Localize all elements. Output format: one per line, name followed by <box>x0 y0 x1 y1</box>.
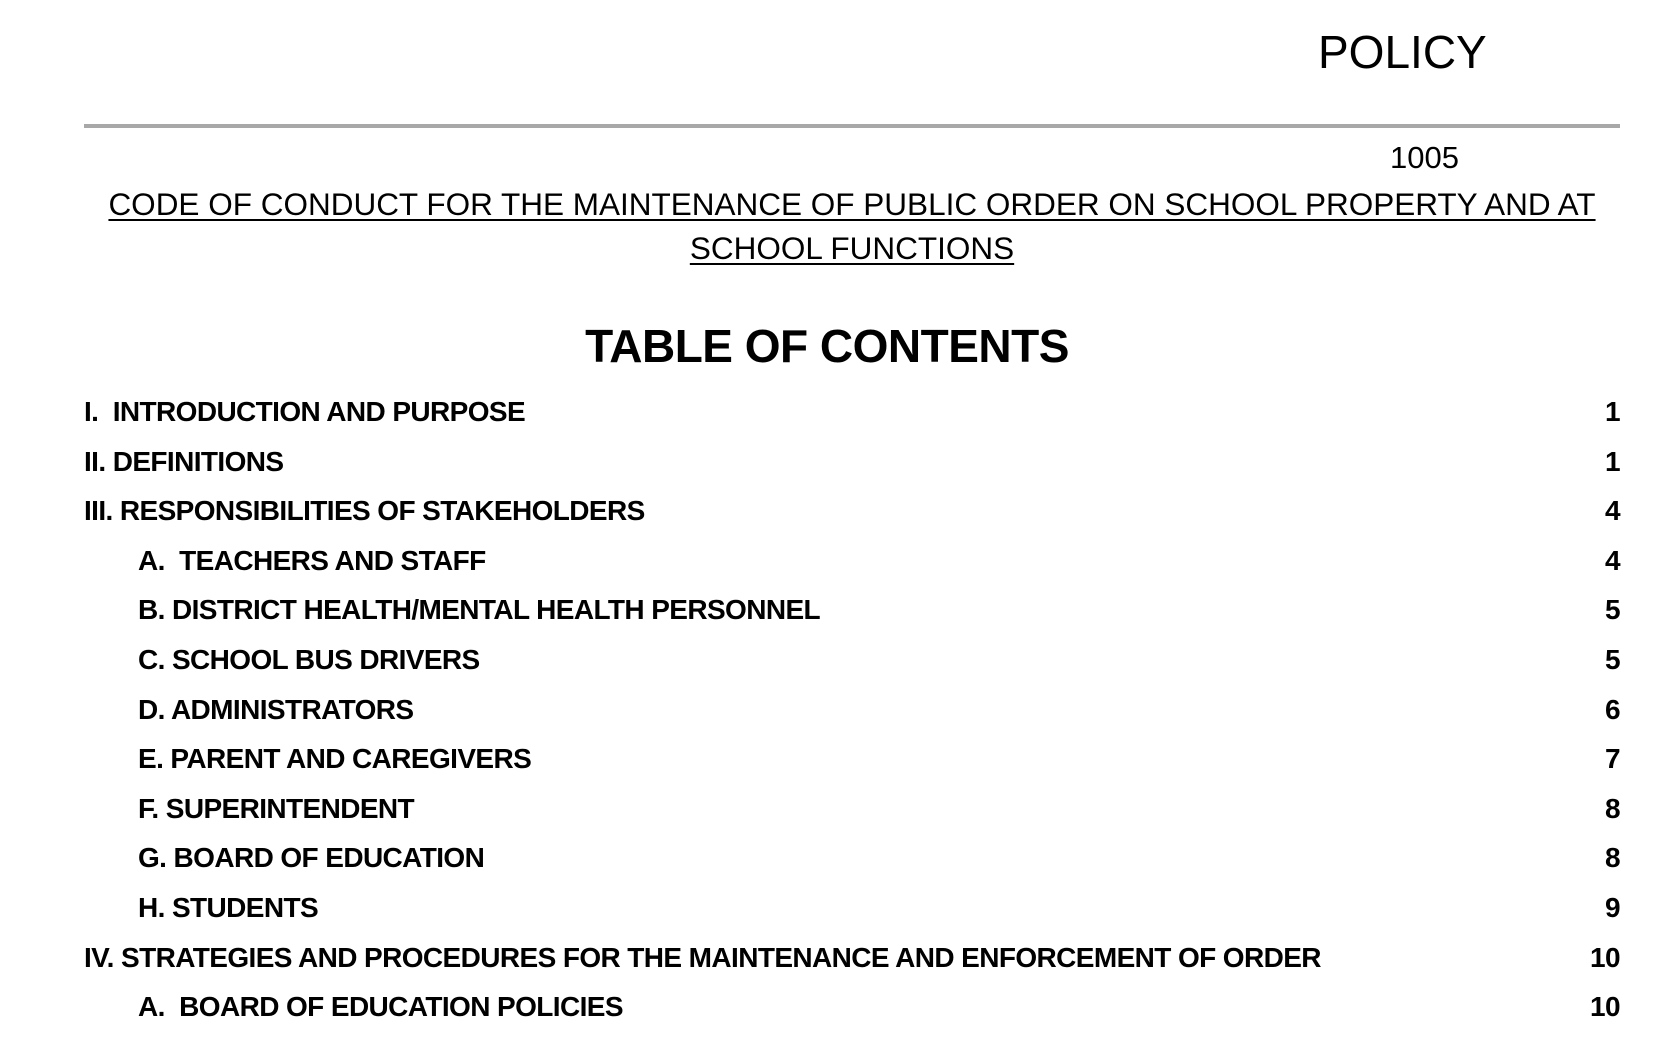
toc-entry-label: I. INTRODUCTION AND PURPOSE <box>84 396 526 427</box>
toc-entry-page-number: 10 <box>1590 991 1620 1023</box>
toc-entry-page-number: 4 <box>1605 495 1620 527</box>
policy-number: 1005 <box>1390 140 1459 175</box>
toc-entry-label: B. DISTRICT HEALTH/MENTAL HEALTH PERSONNEL <box>138 594 821 626</box>
toc-entry[interactable] <box>84 840 1620 890</box>
toc-entry-label: III. RESPONSIBILITIES OF STAKEHOLDERS <box>84 495 645 527</box>
toc-entry[interactable] <box>84 394 1620 444</box>
toc-entry-label: H. STUDENTS <box>138 891 319 923</box>
toc-entry-label: A. BOARD OF EDUCATION POLICIES <box>138 991 623 1023</box>
toc-heading: TABLE OF CONTENTS <box>585 320 1069 372</box>
toc-entry-page-number: 6 <box>1605 693 1620 725</box>
toc-entry-label: D. ADMINISTRATORS <box>138 693 414 725</box>
document-title: CODE OF CONDUCT FOR THE MAINTENANCE OF PUBLIC ORDER ON SCHOOL PROPERTY AND AT SCHOOL FUNCTIONS <box>108 186 1596 266</box>
toc-entry-label: G. BOARD OF EDUCATION <box>138 842 485 874</box>
toc-entry[interactable] <box>84 444 1620 494</box>
toc-entry-label: F. SUPERINTENDENT <box>138 792 415 824</box>
toc-entry-label: IV. STRATEGIES AND PROCEDURES FOR THE MAINTENANCE AND ENFORCEMENT OF ORDER <box>84 941 1321 973</box>
toc-entry[interactable] <box>84 989 1620 1039</box>
toc-entry-label: II. DEFINITIONS <box>84 445 284 477</box>
toc-entry-label: A. TEACHERS AND STAFF <box>138 544 486 576</box>
toc-entry-page-number: 1 <box>1605 445 1620 477</box>
toc-entry-page-number: 8 <box>1605 792 1620 824</box>
toc-entry[interactable] <box>84 543 1620 593</box>
toc-entry-page-number: 9 <box>1605 891 1620 923</box>
toc-entry-page-number: 10 <box>1590 941 1620 973</box>
toc-entry[interactable] <box>84 493 1620 543</box>
toc-entry[interactable] <box>84 890 1620 940</box>
toc-entry-page-number: 5 <box>1605 643 1620 675</box>
toc-entry[interactable] <box>84 592 1620 642</box>
toc-entry-page-number: 8 <box>1605 842 1620 874</box>
toc-entry-page-number: 4 <box>1605 544 1620 576</box>
policy-label: POLICY <box>1318 26 1487 78</box>
toc-entry-page-number: 1 <box>1605 396 1620 427</box>
toc-entry-page-number: 7 <box>1605 743 1620 775</box>
toc-entry[interactable] <box>84 741 1620 791</box>
toc-entry-label: E. PARENT AND CAREGIVERS <box>138 743 532 775</box>
header-divider <box>84 124 1620 128</box>
toc-entry[interactable] <box>84 692 1620 742</box>
toc-entry[interactable] <box>84 791 1620 841</box>
toc-entry[interactable] <box>84 940 1620 990</box>
toc-list <box>84 394 1620 1039</box>
toc-entry-label: C. SCHOOL BUS DRIVERS <box>138 643 480 675</box>
toc-entry-page-number: 5 <box>1605 594 1620 626</box>
toc-entry[interactable] <box>84 642 1620 692</box>
